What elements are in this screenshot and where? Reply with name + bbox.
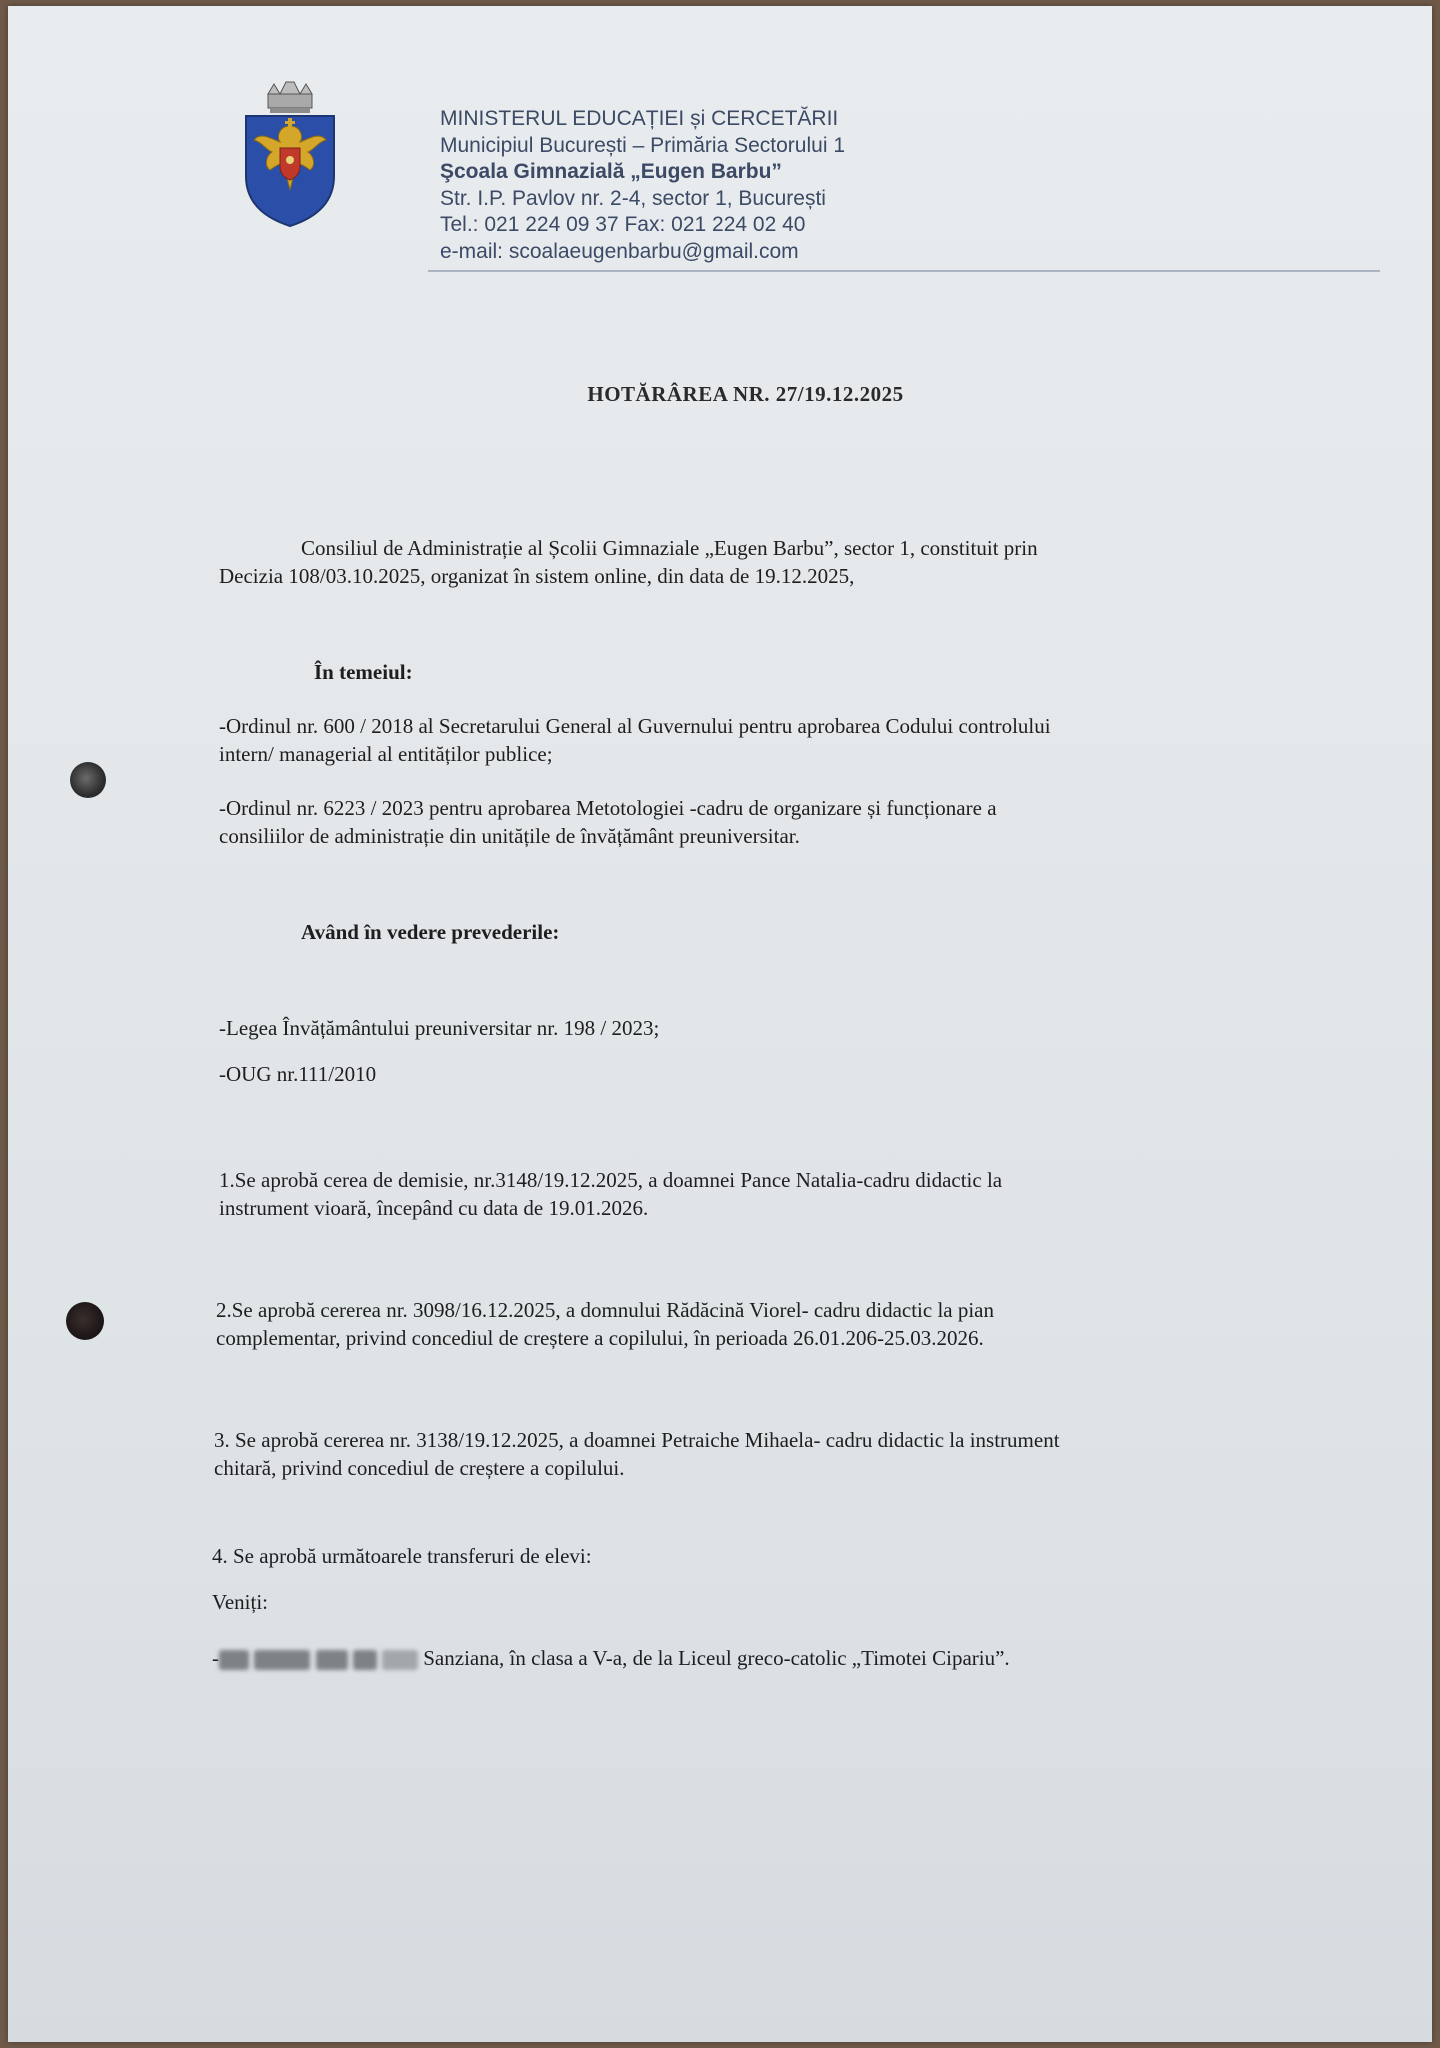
school-name: Şcoala Gimnazială „Eugen Barbu” bbox=[440, 160, 782, 183]
school-address: Str. I.P. Pavlov nr. 2-4, sector 1, București bbox=[440, 186, 826, 210]
basis-item-2-line-2: consiliilor de administrație din unitățile de învățământ preuniversitar. bbox=[219, 824, 800, 848]
decision-1-line-1: 1.Se aprobă cerea de demisie, nr.3148/19.12.2025, a doamnei Pance Natalia-cadru didactic la bbox=[219, 1168, 1003, 1192]
provisions-item-1: -Legea Învățământului preuniversitar nr. 198 / 2023; bbox=[219, 1016, 660, 1040]
redacted-name-block bbox=[316, 1650, 348, 1670]
redacted-name-block bbox=[353, 1650, 377, 1670]
municipality-name: Municipiul București – Primăria Sectorului 1 bbox=[440, 133, 845, 157]
decision-2-line-2: complementar, privind concediul de creștere a copilului, în perioada 26.01.206-25.03.2026. bbox=[216, 1326, 984, 1350]
basis-heading: În temeiul: bbox=[314, 660, 413, 684]
basis-item-2-line-1: -Ordinul nr. 6223 / 2023 pentru aprobarea Metotologiei -cadru de organizare și funcționare a bbox=[219, 796, 997, 820]
decision-4-veniti: Veniți: bbox=[212, 1590, 268, 1614]
provisions-item-2: -OUG nr.111/2010 bbox=[219, 1062, 377, 1086]
decision-2-line-1: 2.Se aprobă cererea nr. 3098/16.12.2025, a domnului Rădăcină Viorel- cadru didactic la pian bbox=[216, 1298, 995, 1322]
decision-4-line-1: 4. Se aprobă următoarele transferuri de elevi: bbox=[212, 1544, 592, 1568]
document-title: HOTĂRÂREA NR. 27/19.12.2025 bbox=[587, 382, 904, 406]
basis-item-1-line-1: -Ordinul nr. 600 / 2018 al Secretarului General al Guvernului pentru aprobarea Codului controlului bbox=[219, 714, 1051, 738]
redacted-name-block bbox=[254, 1650, 310, 1670]
document-page bbox=[8, 6, 1432, 2042]
punch-hole bbox=[66, 1302, 104, 1340]
decision-3-line-2: chitară, privind concediul de creștere a copilului. bbox=[214, 1456, 625, 1480]
decision-1-line-2: instrument vioară, începând cu data de 19.01.2026. bbox=[219, 1196, 649, 1220]
school-letterhead bbox=[440, 106, 845, 265]
student-prefix: - bbox=[212, 1646, 219, 1670]
redacted-name-block bbox=[219, 1650, 249, 1670]
school-email: e-mail: scoalaeugenbarbu@gmail.com bbox=[440, 239, 799, 263]
intro-line-1: Consiliul de Administrație al Școlii Gimnaziale „Eugen Barbu”, sector 1, constituit prin bbox=[301, 536, 1038, 560]
provisions-heading: Având în vedere prevederile: bbox=[301, 920, 560, 944]
punch-hole bbox=[70, 762, 106, 798]
header-divider bbox=[428, 270, 1380, 272]
student-details: Sanziana, în clasa a V-a, de la Liceul greco-catolic „Timotei Cipariu”. bbox=[423, 1646, 1010, 1670]
coat-of-arms-icon bbox=[240, 80, 340, 230]
ministry-name: MINISTERUL EDUCAȚIEI și CERCETĂRII bbox=[440, 107, 839, 130]
intro-line-2: Decizia 108/03.10.2025, organizat în sistem online, din data de 19.12.2025, bbox=[219, 564, 855, 588]
decision-3-line-1: 3. Se aprobă cererea nr. 3138/19.12.2025, a doamnei Petraiche Mihaela- cadru didactic la instrument bbox=[214, 1428, 1060, 1452]
redacted-name-block bbox=[382, 1650, 418, 1670]
basis-item-1-line-2: intern/ managerial al entităților publice; bbox=[219, 742, 553, 766]
decision-4-student bbox=[212, 1644, 1010, 1672]
school-phone-fax: Tel.: 021 224 09 37 Fax: 021 224 02 40 bbox=[440, 213, 806, 236]
